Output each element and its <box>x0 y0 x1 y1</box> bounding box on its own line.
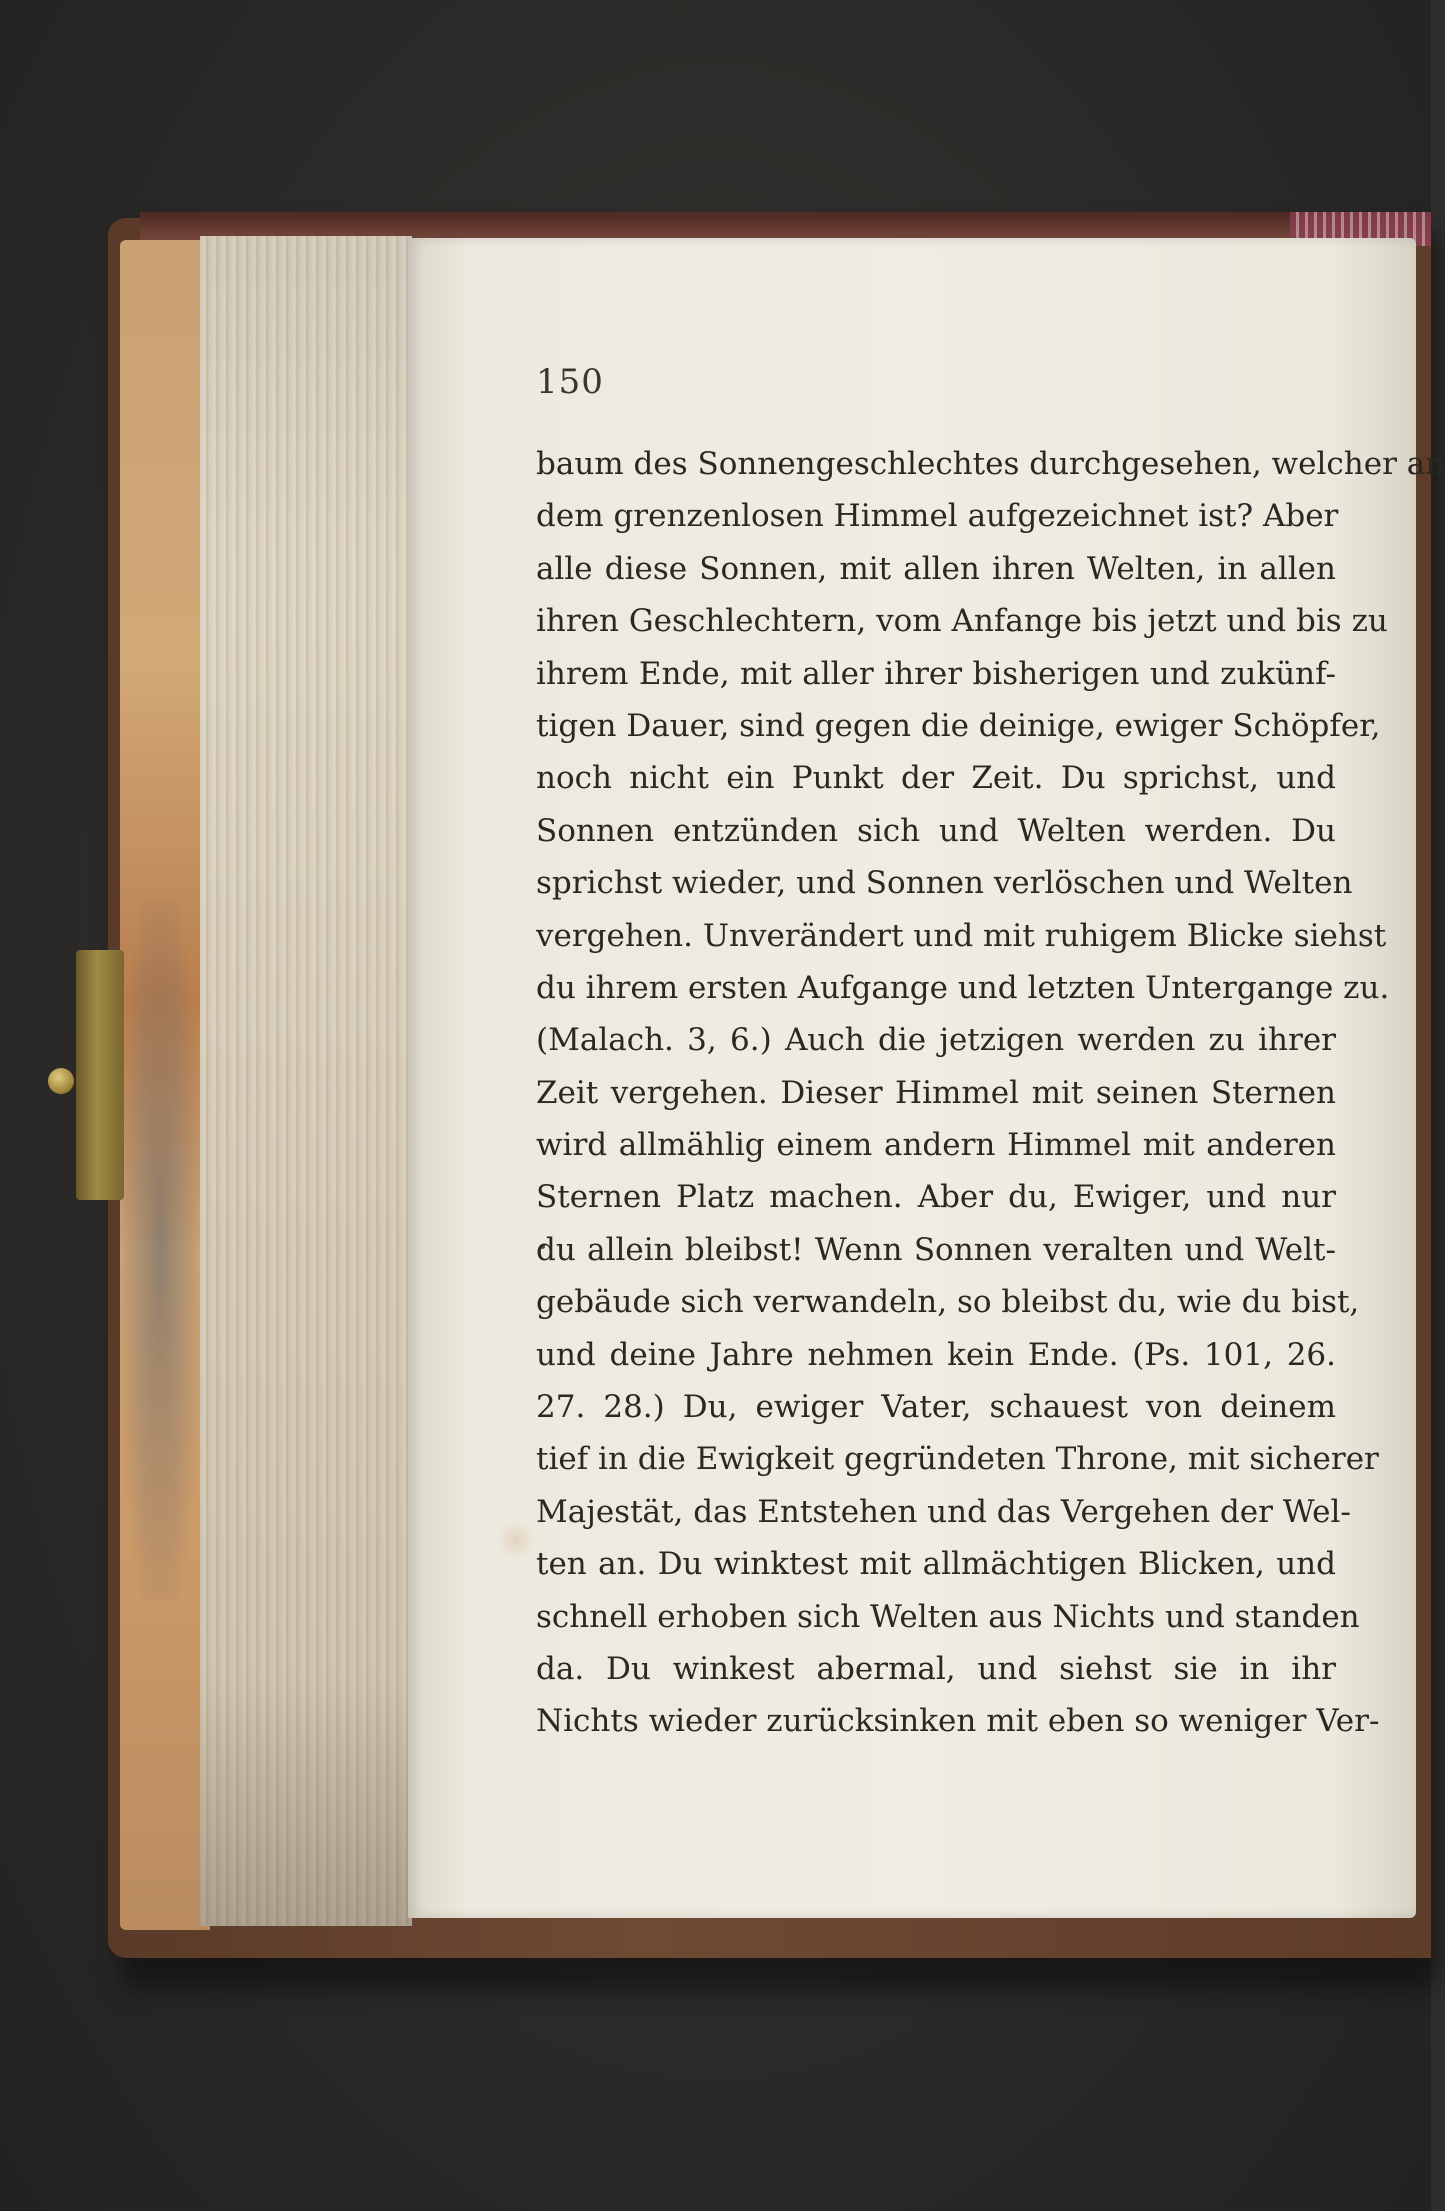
text-line: tief in die Ewigkeit gegründeten Throne, mit sicherer <box>536 1441 1379 1478</box>
text-line: ihrem Ende, mit aller ihrer bisherigen und zukünf- <box>536 655 1336 692</box>
text-line: und deine Jahre nehmen kein Ende. (Ps. 101, 26. <box>536 1336 1336 1373</box>
page-edge-stain <box>120 900 200 1600</box>
text-line: wird allmählig einem andern Himmel mit anderen <box>536 1127 1336 1164</box>
text-line: ihren Geschlechtern, vom Anfange bis jetzt und bis zu <box>536 603 1388 640</box>
text-line: alle diese Sonnen, mit allen ihren Welten, in allen <box>536 550 1336 587</box>
text-line: tigen Dauer, sind gegen die deinige, ewiger Schöpfer, <box>536 707 1381 744</box>
text-line: noch nicht ein Punkt der Zeit. Du sprichst, und <box>536 760 1336 797</box>
text-line: dem grenzenlosen Himmel aufgezeichnet ist? Aber <box>536 498 1339 535</box>
body-text <box>536 438 1445 1748</box>
text-line: du allein bleibst! Wenn Sonnen veralten und Welt- <box>536 1231 1336 1268</box>
text-line: da. Du winkest abermal, und siehst sie in ihr <box>536 1650 1336 1687</box>
text-line: gebäude sich verwandeln, so bleibst du, wie du bist, <box>536 1284 1360 1321</box>
text-line: schnell erhoben sich Welten aus Nichts und standen <box>536 1598 1360 1635</box>
text-line: (Malach. 3, 6.) Auch die jetzigen werden zu ihrer <box>536 1022 1336 1059</box>
text-line: du ihrem ersten Aufgange und letzten Untergange zu. <box>536 969 1390 1006</box>
page-stain <box>498 1520 534 1560</box>
page-stack-shade <box>200 236 412 1926</box>
page-number: 150 <box>536 362 604 402</box>
text-line: 27. 28.) Du, ewiger Vater, schauest von deinem <box>536 1389 1336 1426</box>
text-line: Zeit vergehen. Dieser Himmel mit seinen Sternen <box>536 1074 1336 1111</box>
text-line: Sonnen entzünden sich und Welten werden. Du <box>536 812 1336 849</box>
text-line: ten an. Du winktest mit allmächtigen Blicken, und <box>536 1546 1336 1583</box>
text-line: Majestät, das Entstehen und das Vergehen der Wel- <box>536 1493 1351 1530</box>
book-clasp <box>76 950 124 1200</box>
text-line: sprichst wieder, und Sonnen verlöschen und Welten <box>536 865 1353 902</box>
clasp-knob <box>48 1068 74 1094</box>
text-line: Sternen Platz machen. Aber du, Ewiger, und nur <box>536 1179 1336 1216</box>
text-line: baum des Sonnengeschlechtes durchgesehen, welcher an <box>536 446 1445 482</box>
text-line: vergehen. Unverändert und mit ruhigem Blicke siehst <box>536 917 1387 954</box>
text-line: Nichts wieder zurücksinken mit eben so weniger Ver- <box>536 1703 1380 1740</box>
